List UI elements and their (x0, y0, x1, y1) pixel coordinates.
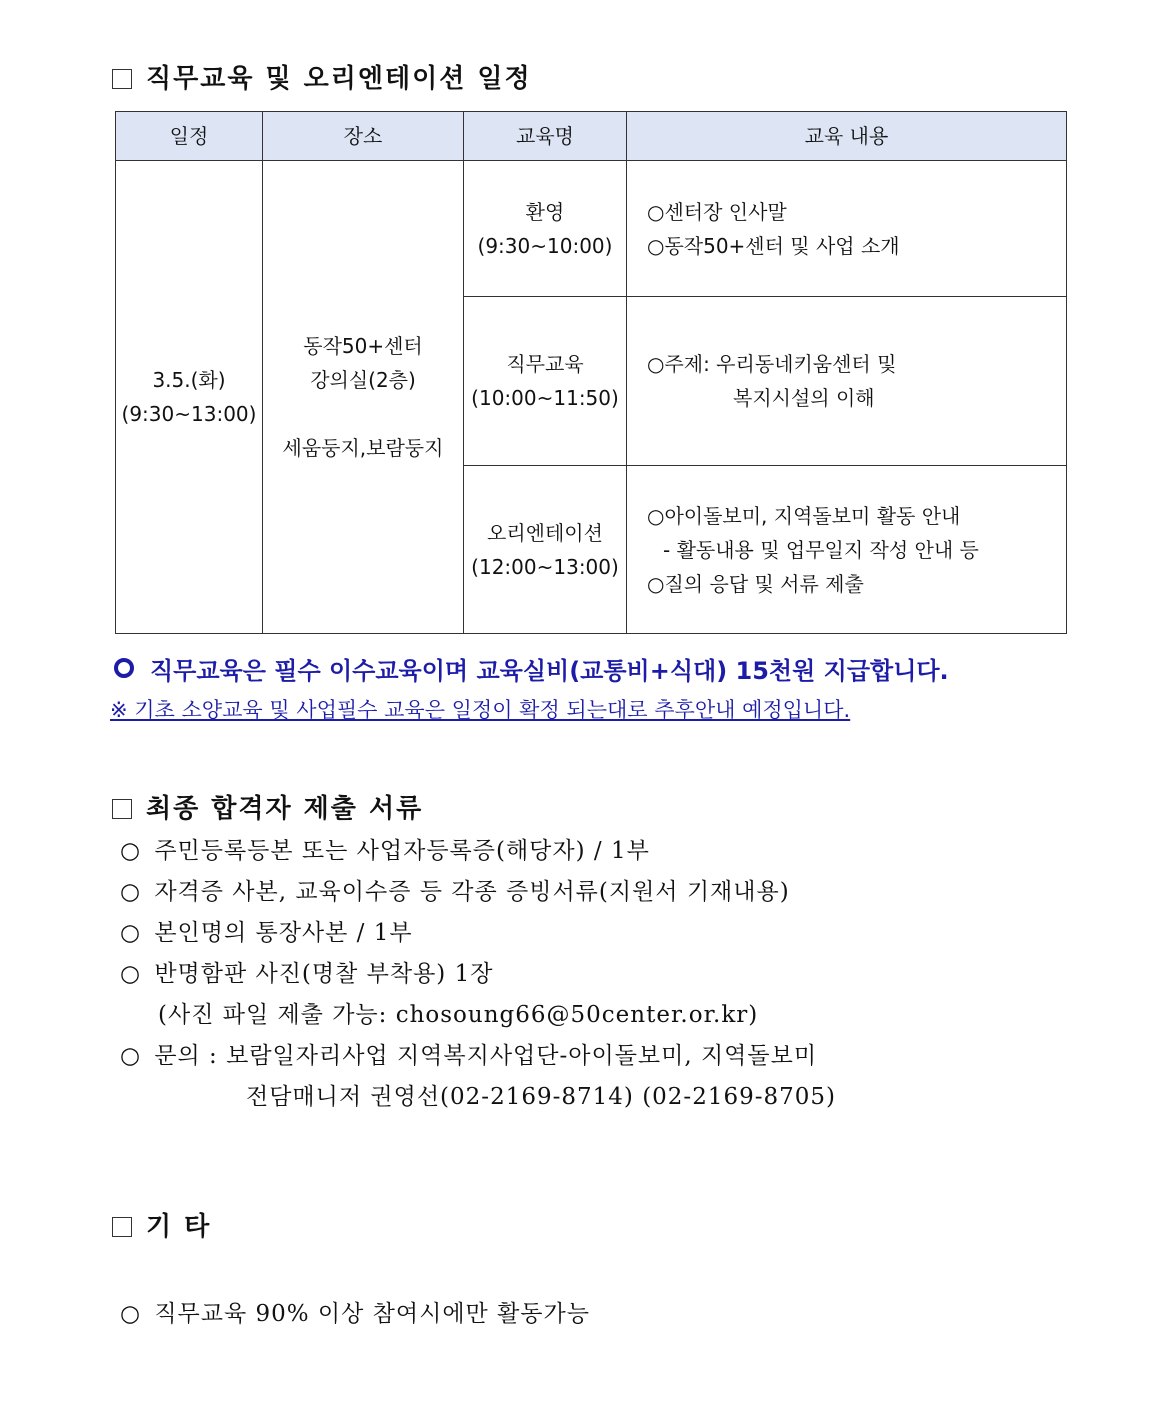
item-text: 주민등록등본 또는 사업자등록증(해당자) / 1부 (154, 838, 650, 864)
list-item (120, 955, 493, 988)
section-title-text: 직무교육 및 오리엔테이션 일정 (146, 64, 532, 94)
session-cell (464, 297, 627, 466)
time-range: (9:30~13:00) (121, 402, 257, 426)
bullet-icon: ○ (120, 879, 142, 905)
room: 강의실(2층) (310, 368, 416, 392)
content-line: 복지시설의 이해 (733, 386, 875, 410)
checkbox-icon (112, 69, 132, 89)
content-cell (627, 466, 1067, 634)
list-item (120, 832, 650, 865)
item-text: 반명함판 사진(명찰 부착용) 1장 (154, 961, 494, 987)
list-item (120, 1295, 590, 1328)
room-names: 세움둥지,보람둥지 (282, 436, 444, 460)
content-line: ○질의 응답 및 서류 제출 (647, 571, 864, 596)
checkbox-icon (112, 799, 132, 819)
header-cell: 일정 (116, 112, 263, 161)
header-cell: 교육명 (464, 112, 627, 161)
table-row (116, 161, 1067, 297)
checkbox-icon (112, 1217, 132, 1237)
session-name: 환영 (525, 199, 565, 224)
section-title-etc (112, 1206, 211, 1243)
item-text: 자격증 사본, 교육이수증 등 각종 증빙서류(지원서 기재내용) (154, 879, 790, 905)
contact: 전담매니저 권영선(02-2169-8714) (02-2169-8705) (246, 1084, 837, 1110)
section-title-text: 기 타 (146, 1212, 212, 1242)
bullet-icon: ○ (120, 1301, 142, 1327)
header-cell: 교육 내용 (627, 112, 1067, 161)
place-cell (263, 161, 464, 634)
header-cell: 장소 (263, 112, 464, 161)
item-text: 직무교육 90% 이상 참여시에만 활동가능 (154, 1301, 590, 1327)
photo-note: (사진 파일 제출 가능: chosoung66@50center.or.kr) (158, 1002, 759, 1028)
item-text: 문의 : 보람일자리사업 지역복지사업단-아이돌보미, 지역돌보미 (154, 1043, 818, 1069)
session-time: (12:00~13:00) (471, 554, 619, 579)
bullet-icon (114, 658, 134, 678)
item-text: 본인명의 통장사본 / 1부 (154, 920, 413, 946)
bullet-icon: ○ (120, 838, 142, 864)
notice-text: 직무교육은 필수 이수교육이며 교육실비(교통비+식대) 15천원 지급합니다. (150, 657, 949, 685)
content-cell (627, 297, 1067, 466)
content-line: ○아이돌보미, 지역돌보미 활동 안내 (647, 503, 961, 528)
content-line: ○센터장 인사말 (647, 199, 787, 224)
session-name: 오리엔테이션 (487, 520, 603, 545)
content-line: ○주제: 우리동네키움센터 및 (647, 352, 897, 376)
content-line: ○동작50+센터 및 사업 소개 (647, 233, 900, 258)
session-time: (9:30~10:00) (477, 233, 613, 258)
section-title-text: 최종 합격자 제출 서류 (146, 794, 424, 824)
section-title-documents (112, 788, 423, 825)
place: 동작50+센터 (303, 334, 423, 358)
table-header (116, 112, 1067, 161)
list-item (120, 1037, 817, 1070)
list-item (120, 914, 413, 947)
bullet-icon: ○ (120, 961, 142, 987)
bullet-icon: ○ (120, 920, 142, 946)
date-cell (116, 161, 263, 634)
content-line: - 활동내용 및 업무일지 작성 안내 등 (663, 537, 979, 562)
session-cell (464, 161, 627, 297)
schedule-table (115, 111, 1067, 634)
session-cell (464, 466, 627, 634)
date: 3.5.(화) (152, 368, 226, 392)
notice (112, 651, 949, 686)
bullet-icon: ○ (120, 1043, 142, 1069)
note: ※ 기초 소양교육 및 사업필수 교육은 일정이 확정 되는대로 추후안내 예정입니다. (110, 698, 851, 722)
session-name: 직무교육 (506, 352, 584, 376)
section-title-schedule (112, 58, 532, 95)
content-cell (627, 161, 1067, 297)
list-item (120, 873, 790, 906)
session-time: (10:00~11:50) (471, 386, 619, 410)
